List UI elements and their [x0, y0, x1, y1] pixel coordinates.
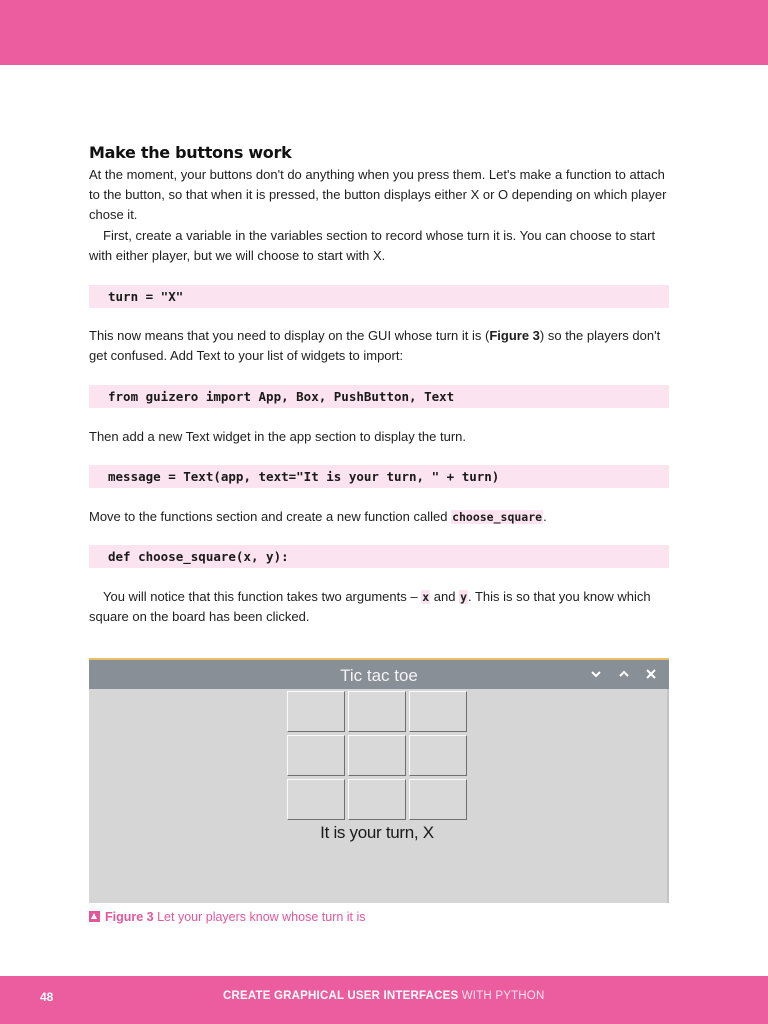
- paragraph-text: Move to the functions section and create a new function called: [89, 509, 452, 524]
- paragraph-text: Then add a new Text widget in the app section to display the turn.: [89, 429, 466, 444]
- board-square[interactable]: [348, 691, 406, 732]
- body-paragraph: [89, 165, 669, 225]
- code-block: turn = "X": [89, 285, 669, 308]
- caption-text: Let your players know whose turn it is: [153, 910, 366, 924]
- board-square[interactable]: [409, 691, 467, 732]
- running-title-light: WITH PYTHON: [458, 990, 545, 1002]
- caption-triangle-icon: [89, 911, 100, 922]
- paragraph-text: and: [430, 589, 460, 604]
- board-square[interactable]: [409, 735, 467, 776]
- running-title: [223, 990, 544, 1002]
- body-paragraph: [89, 226, 669, 266]
- board-square[interactable]: [287, 735, 345, 776]
- body-paragraph: [89, 427, 669, 447]
- inline-code: y: [460, 590, 467, 604]
- paragraph-text: ) so the players don't get confused. Add Text to your list of widgets to import:: [89, 328, 661, 363]
- figure-caption: [89, 910, 366, 924]
- minimize-icon[interactable]: [587, 665, 605, 683]
- paragraph-text: At the moment, your buttons don't do anything when you press them. Let's make a function to attach to the button, so that when it is pressed, the button displays either X or O depending on which player chose it.: [89, 167, 667, 222]
- board-square[interactable]: [348, 735, 406, 776]
- body-paragraph: [89, 587, 669, 627]
- running-title-bold: CREATE GRAPHICAL USER INTERFACES: [223, 990, 459, 1002]
- maximize-icon[interactable]: [615, 665, 633, 683]
- inline-code: x: [422, 590, 430, 604]
- code-block: def choose_square(x, y):: [89, 545, 669, 568]
- window-titlebar[interactable]: [89, 660, 669, 689]
- code-block: message = Text(app, text="It is your turn, " + turn): [89, 465, 669, 488]
- figure-screenshot-window: [89, 658, 669, 903]
- board-square[interactable]: [348, 779, 406, 820]
- body-paragraph: [89, 507, 669, 527]
- turn-message: It is your turn, X: [320, 823, 434, 842]
- inline-code: choose_square: [452, 510, 543, 524]
- close-icon[interactable]: [642, 665, 660, 683]
- section-heading: Make the buttons work: [89, 143, 292, 162]
- board-square[interactable]: [409, 779, 467, 820]
- paragraph-text: This now means that you need to display on the GUI whose turn it is (: [89, 328, 490, 343]
- figure-reference: Figure 3: [489, 328, 540, 343]
- paragraph-text: . This is so that you know which square on the board has been clicked.: [89, 589, 651, 624]
- paragraph-text: .: [543, 509, 547, 524]
- paragraph-text: First, create a variable in the variables section to record whose turn it is. You can choose to start with either player, but we will choose to start with X.: [89, 228, 656, 263]
- page-number: 48: [40, 990, 54, 1004]
- window-title: Tic tac toe: [340, 666, 418, 685]
- code-block: from guizero import App, Box, PushButton, Text: [89, 385, 669, 408]
- header-band: [0, 0, 768, 65]
- paragraph-text: You will notice that this function takes two arguments –: [103, 589, 422, 604]
- board-square[interactable]: [287, 779, 345, 820]
- body-paragraph: [89, 326, 669, 366]
- caption-label: Figure 3: [105, 910, 154, 924]
- board-square[interactable]: [287, 691, 345, 732]
